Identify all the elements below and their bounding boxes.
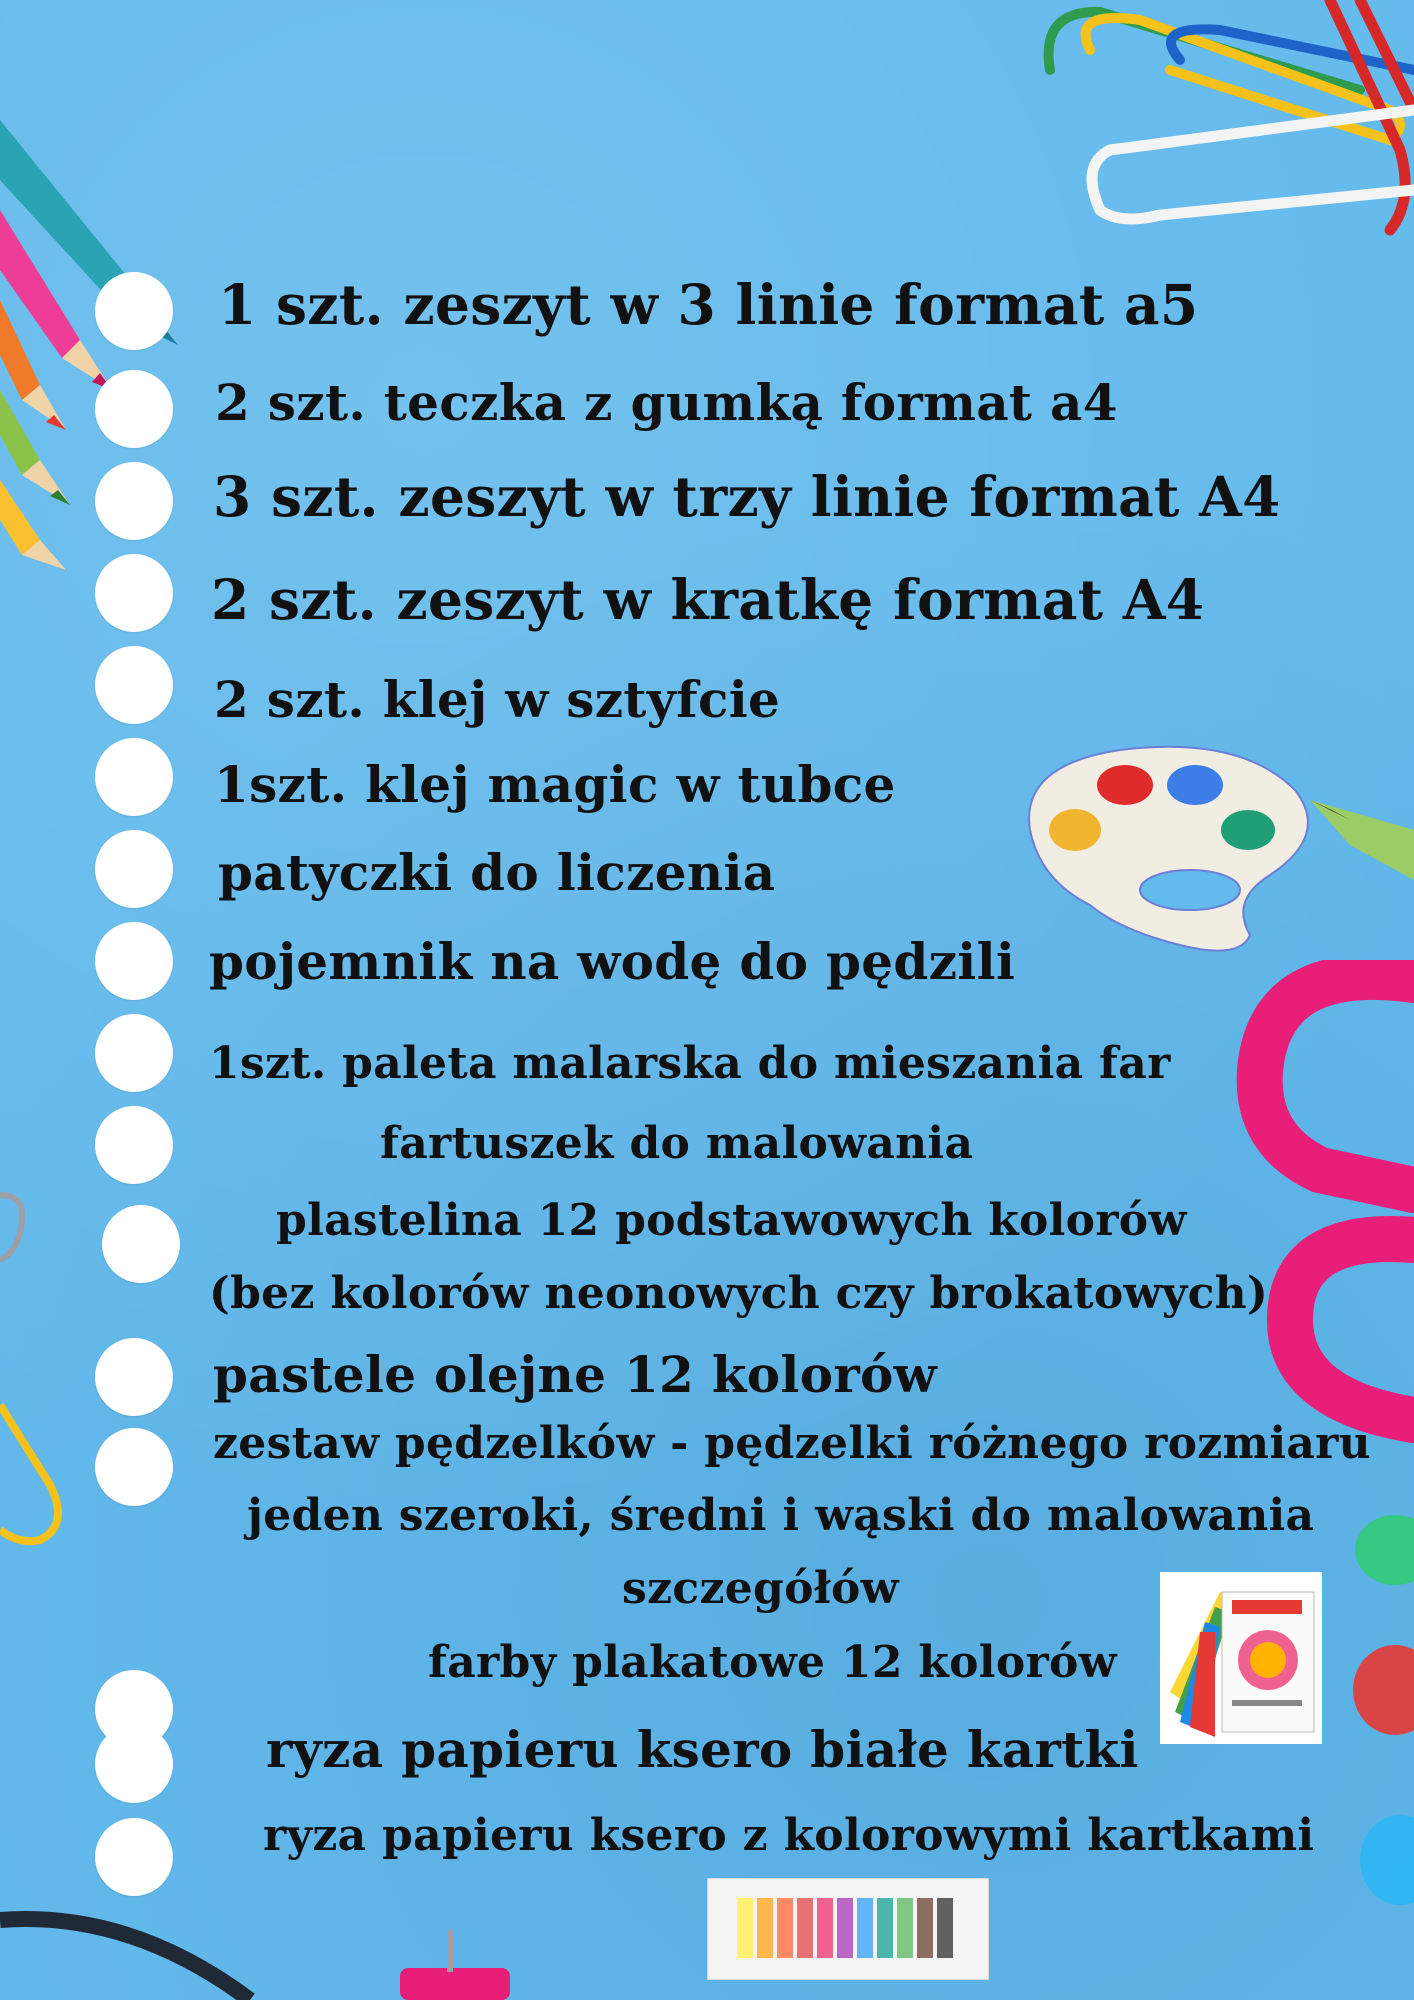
list-item: fartuszek do malowania (380, 1118, 974, 1169)
bullet-circle (95, 830, 173, 908)
bullet-circle (95, 554, 173, 632)
list-item: ryza papieru ksero białe kartki (266, 1720, 1139, 1779)
paper-clip-icon (0, 1190, 30, 1270)
list-item: 2 szt. teczka z gumką format a4 (215, 373, 1118, 432)
bullet-circle (95, 370, 173, 448)
list-item: 1szt. paleta malarska do mieszania far (209, 1038, 1171, 1089)
paper-clips-decoration (1030, 0, 1414, 240)
list-item: pastele olejne 12 kolorów (213, 1345, 938, 1404)
list-item: szczegółów (622, 1563, 899, 1614)
paper-pack-icon (1160, 1572, 1322, 1744)
pencil-icon (1310, 790, 1414, 880)
bullet-circle (95, 1428, 173, 1506)
list-item: patyczki do liczenia (218, 843, 776, 902)
list-item: farby plakatowe 12 kolorów (428, 1637, 1117, 1688)
gems-decoration (1340, 1500, 1414, 1920)
list-item: plastelina 12 podstawowych kolorów (276, 1195, 1187, 1246)
bullet-circle (95, 1014, 173, 1092)
list-item: pojemnik na wodę do pędzili (209, 932, 1016, 991)
bullet-circle (95, 1338, 173, 1416)
list-item: ryza papieru ksero z kolorowymi kartkami (263, 1810, 1315, 1861)
palette-icon (1010, 735, 1315, 960)
list-item: 3 szt. zeszyt w trzy linie format A4 (213, 464, 1281, 529)
list-item: 1szt. klej magic w tubce (214, 755, 896, 814)
bullet-circle (95, 1725, 173, 1803)
bullet-circle (95, 462, 173, 540)
bullet-circle (95, 272, 173, 350)
bullet-circle (102, 1205, 180, 1283)
list-item: (bez kolorów neonowych czy brokatowych) (209, 1268, 1269, 1319)
list-item: jeden szeroki, średni i wąski do malowania (247, 1490, 1315, 1541)
scissors-icon (1230, 960, 1414, 1460)
list-item: 2 szt. klej w sztyfcie (214, 670, 781, 729)
paper-clip-icon (0, 1395, 80, 1555)
bullet-circle (95, 738, 173, 816)
list-item: zestaw pędzelków - pędzelki różnego rozmiaru (213, 1418, 1371, 1469)
list-item: 2 szt. zeszyt w kratkę format A4 (211, 567, 1205, 632)
list-item: 1 szt. zeszyt w 3 linie format a5 (218, 272, 1199, 337)
bullet-circle (95, 922, 173, 1000)
magnifier-decoration (0, 1890, 260, 2000)
oil-pastels-icon (707, 1878, 989, 1980)
bullet-circle (95, 1818, 173, 1896)
bullet-circle (95, 646, 173, 724)
bullet-circle (95, 1106, 173, 1184)
paper-clip-icon (1049, 0, 1414, 230)
pin-decoration (395, 1930, 515, 2000)
